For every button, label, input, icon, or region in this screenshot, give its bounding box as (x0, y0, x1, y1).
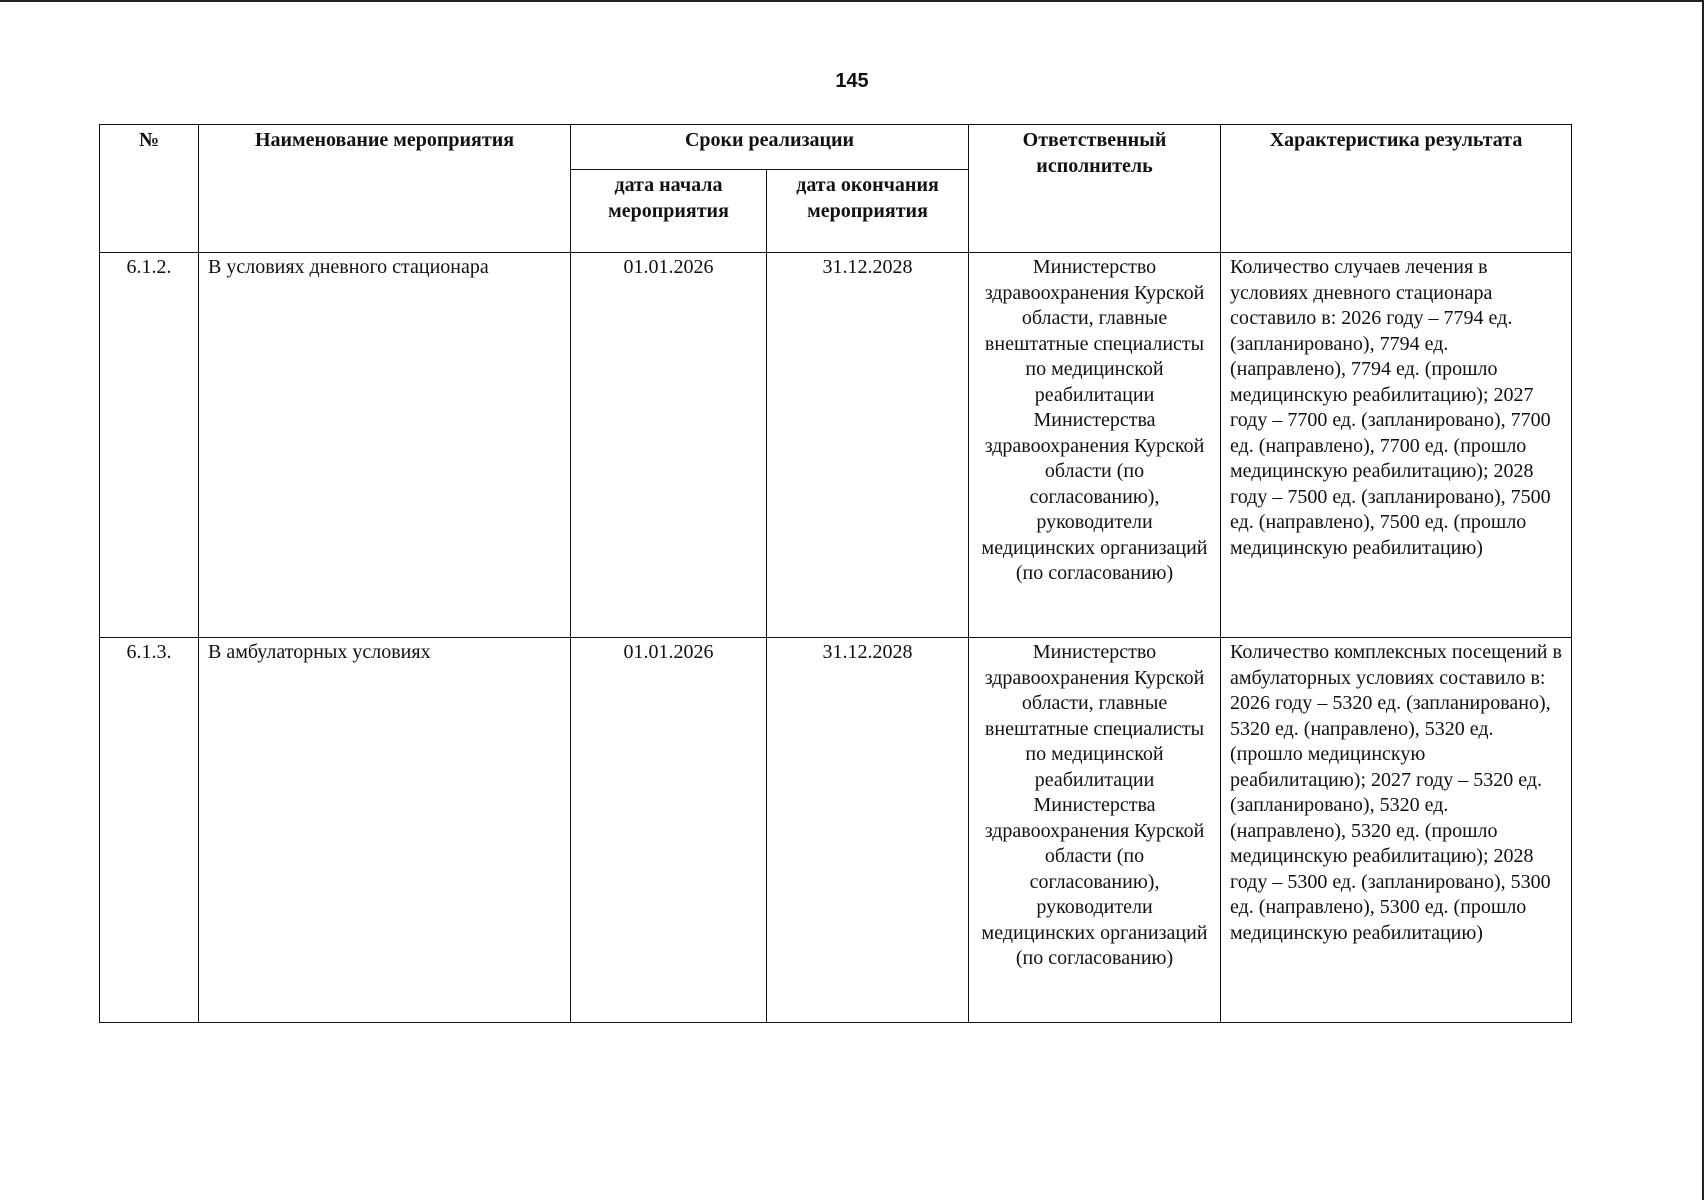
table-header-row (100, 125, 1572, 170)
header-number: № (100, 125, 199, 253)
header-start-date: дата начала мероприятия (571, 170, 767, 253)
row-end-date: 31.12.2028 (767, 638, 969, 1023)
row-result: Количество случаев лечения в условиях дневного стационара составило в: 2026 году – 7794 ед. (запланировано), 7794 ед. (направлено), 7794 ед. (прошло медицинскую реабилитацию); 2027 году – 7700 ед. (запланировано), 7700 ед. (направлено), 7700 ед. (прошло медицинскую реабилитацию); 2028 году – 7500 ед. (запланировано), 7500 ед. (направлено), 7500 ед. (прошло медицинскую реабилитацию) (1221, 253, 1572, 638)
table-row (100, 638, 1572, 1023)
row-activity-name: В условиях дневного стационара (199, 253, 571, 638)
header-responsible: Ответственный исполнитель (969, 125, 1221, 253)
row-activity-name: В амбулаторных условиях (199, 638, 571, 1023)
activities-table (99, 124, 1572, 1023)
row-number: 6.1.2. (100, 253, 199, 638)
row-start-date: 01.01.2026 (571, 253, 767, 638)
header-end-date: дата окончания мероприятия (767, 170, 969, 253)
row-responsible: Министерство здравоохранения Курской области, главные внештатные специалисты по медицинской реабилитации Министерства здравоохранения Курской области (по согласованию), руководители медицинских организаций (по согласованию) (969, 253, 1221, 638)
row-end-date: 31.12.2028 (767, 253, 969, 638)
row-start-date: 01.01.2026 (571, 638, 767, 1023)
header-activity-name: Наименование мероприятия (199, 125, 571, 253)
table-row (100, 253, 1572, 638)
scan-border-top (0, 0, 1704, 2)
header-implementation-terms: Сроки реализации (571, 125, 969, 170)
page-number: 145 (835, 70, 869, 92)
header-result: Характеристика результата (1221, 125, 1572, 253)
row-number: 6.1.3. (100, 638, 199, 1023)
row-responsible: Министерство здравоохранения Курской области, главные внештатные специалисты по медицинской реабилитации Министерства здравоохранения Курской области (по согласованию), руководители медицинских организаций (по согласованию) (969, 638, 1221, 1023)
row-result: Количество комплексных посещений в амбулаторных условиях составило в: 2026 году – 5320 ед. (запланировано), 5320 ед. (направлено), 5320 ед. (прошло медицинскую реабилитацию); 2027 году – 5320 ед. (запланировано), 5320 ед. (направлено), 5320 ед. (прошло медицинскую реабилитацию); 2028 году – 5300 ед. (запланировано), 5300 ед. (направлено), 5300 ед. (прошло медицинскую реабилитацию) (1221, 638, 1572, 1023)
